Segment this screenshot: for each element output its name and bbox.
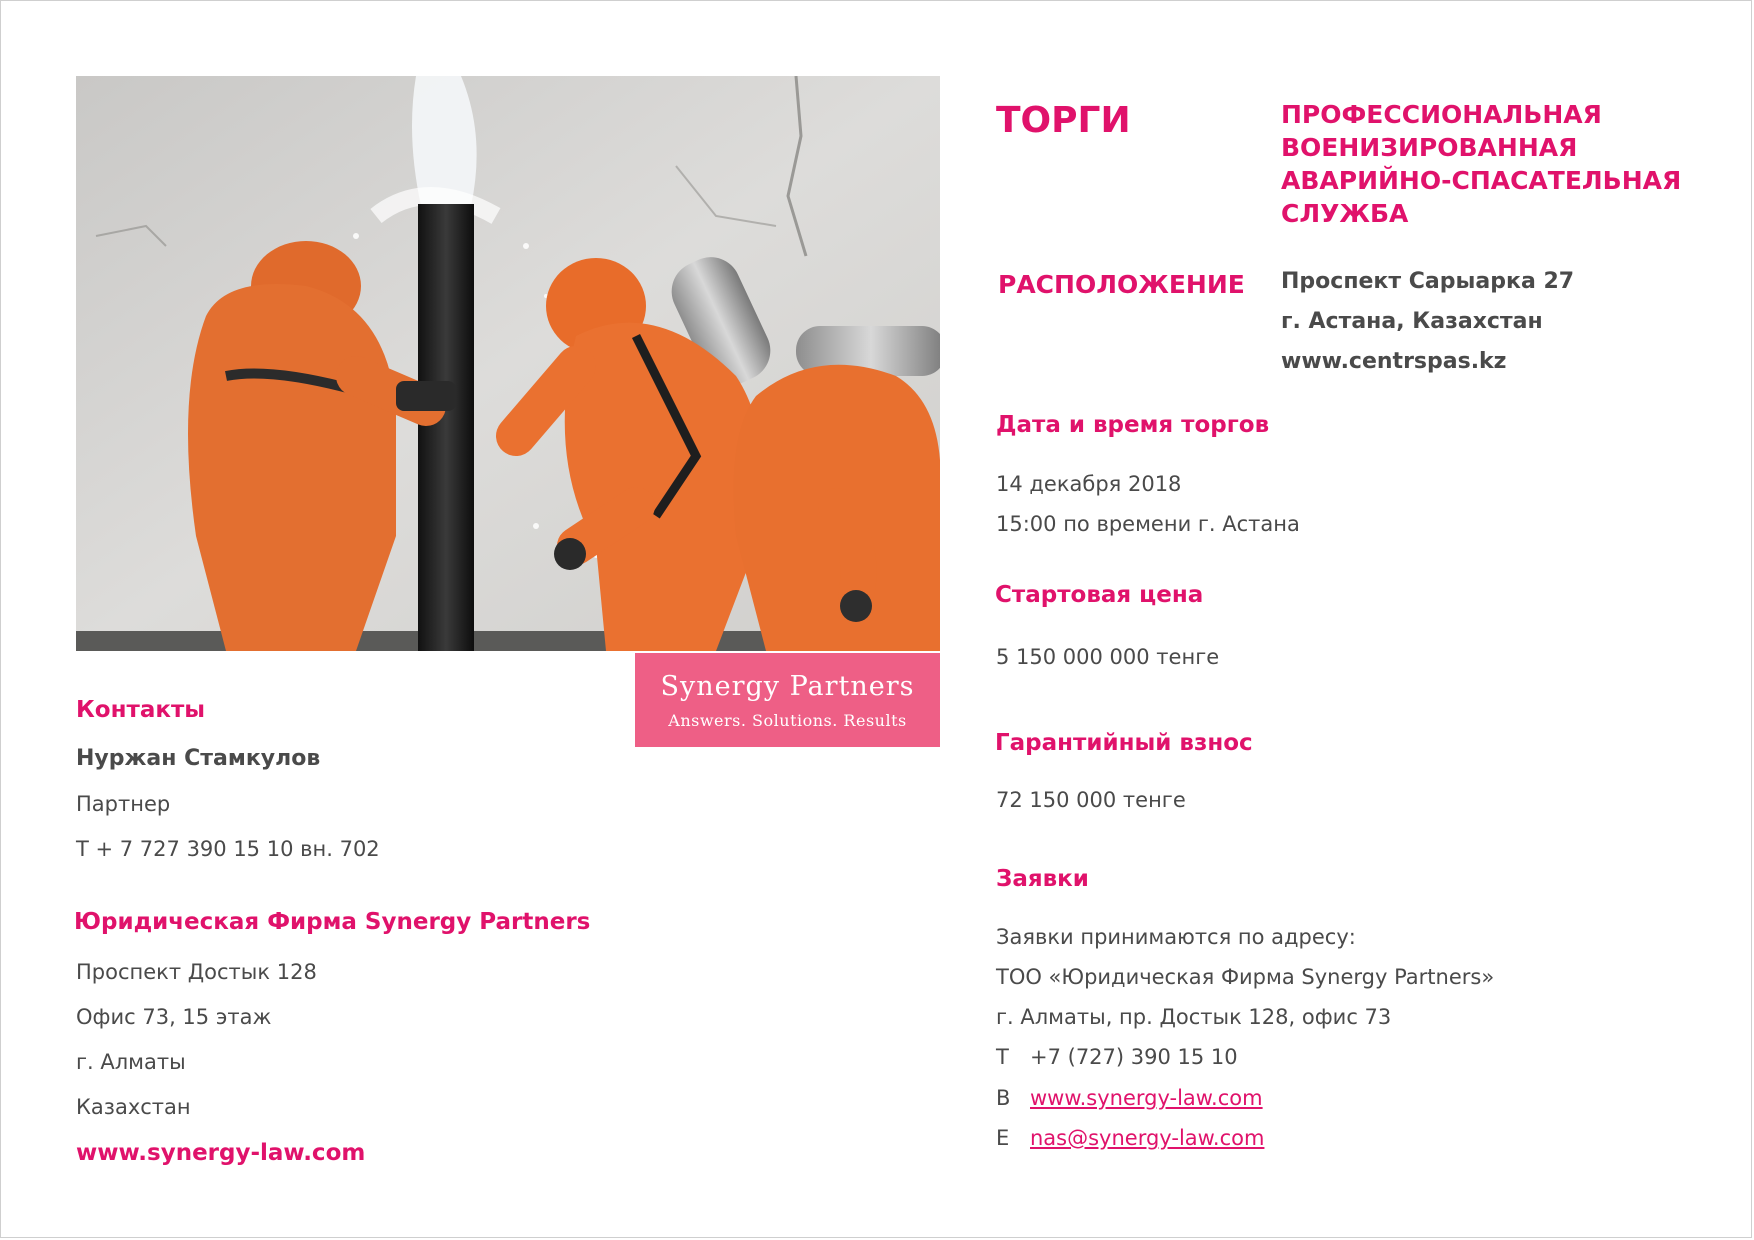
firm-website-link[interactable]: www.synergy-law.com: [76, 1140, 366, 1166]
location-line: г. Астана, Казахстан: [1281, 309, 1543, 334]
contact-phone: Т + 7 727 390 15 10 вн. 702: [76, 837, 380, 861]
location-website: www.centrspas.kz: [1281, 349, 1507, 374]
subject-line: СЛУЖБА: [1281, 199, 1409, 228]
contact-role: Партнер: [76, 792, 171, 816]
auction-date: 14 декабря 2018: [996, 472, 1182, 496]
location-line: Проспект Сарыарка 27: [1281, 269, 1575, 294]
firm-address-line: Проспект Достык 128: [76, 960, 317, 984]
firm-heading: Юридическая Фирма Synergy Partners: [74, 909, 591, 935]
contact-person: Нуржан Стамкулов: [76, 746, 321, 771]
start-price-heading: Стартовая цена: [995, 582, 1204, 608]
applications-web-link[interactable]: www.synergy-law.com: [1030, 1086, 1263, 1110]
applications-intro: Заявки принимаются по адресу:: [996, 925, 1356, 949]
applications-email-link[interactable]: nas@synergy-law.com: [1030, 1126, 1265, 1150]
auction-time: 15:00 по времени г. Астана: [996, 512, 1300, 536]
brand-tagline: Answers. Solutions. Results: [668, 711, 907, 730]
subject-line: АВАРИЙНО-СПАСАТЕЛЬНАЯ: [1281, 166, 1682, 195]
applications-phone: +7 (727) 390 15 10: [1030, 1045, 1238, 1069]
datetime-heading: Дата и время торгов: [996, 412, 1270, 438]
applications-phone-label: Т: [996, 1045, 1009, 1069]
auction-subject: [1281, 98, 1681, 230]
start-price-value: 5 150 000 000 тенге: [996, 645, 1220, 669]
brand-logo-box: [635, 653, 940, 747]
subject-line: ВОЕНИЗИРОВАННАЯ: [1281, 133, 1578, 162]
applications-web-label: В: [996, 1086, 1011, 1110]
deposit-heading: Гарантийный взнос: [995, 730, 1253, 756]
firm-address-line: г. Алматы: [76, 1050, 186, 1074]
firm-address-line: Офис 73, 15 этаж: [76, 1005, 272, 1029]
auction-title: ТОРГИ: [996, 100, 1131, 141]
applications-email-label: Е: [996, 1126, 1010, 1150]
firm-address-line: Казахстан: [76, 1095, 191, 1119]
location-heading: РАСПОЛОЖЕНИЕ: [998, 270, 1245, 299]
deposit-value: 72 150 000 тенге: [996, 788, 1186, 812]
brand-name: Synergy Partners: [660, 671, 915, 702]
applications-address: г. Алматы, пр. Достык 128, офис 73: [996, 1005, 1392, 1029]
subject-line: ПРОФЕССИОНАЛЬНАЯ: [1281, 100, 1602, 129]
rescue-team-photo: [76, 76, 940, 651]
applications-heading: Заявки: [996, 866, 1089, 892]
applications-org: ТОО «Юридическая Фирма Synergy Partners»: [996, 965, 1495, 989]
contacts-heading: Контакты: [76, 697, 206, 723]
